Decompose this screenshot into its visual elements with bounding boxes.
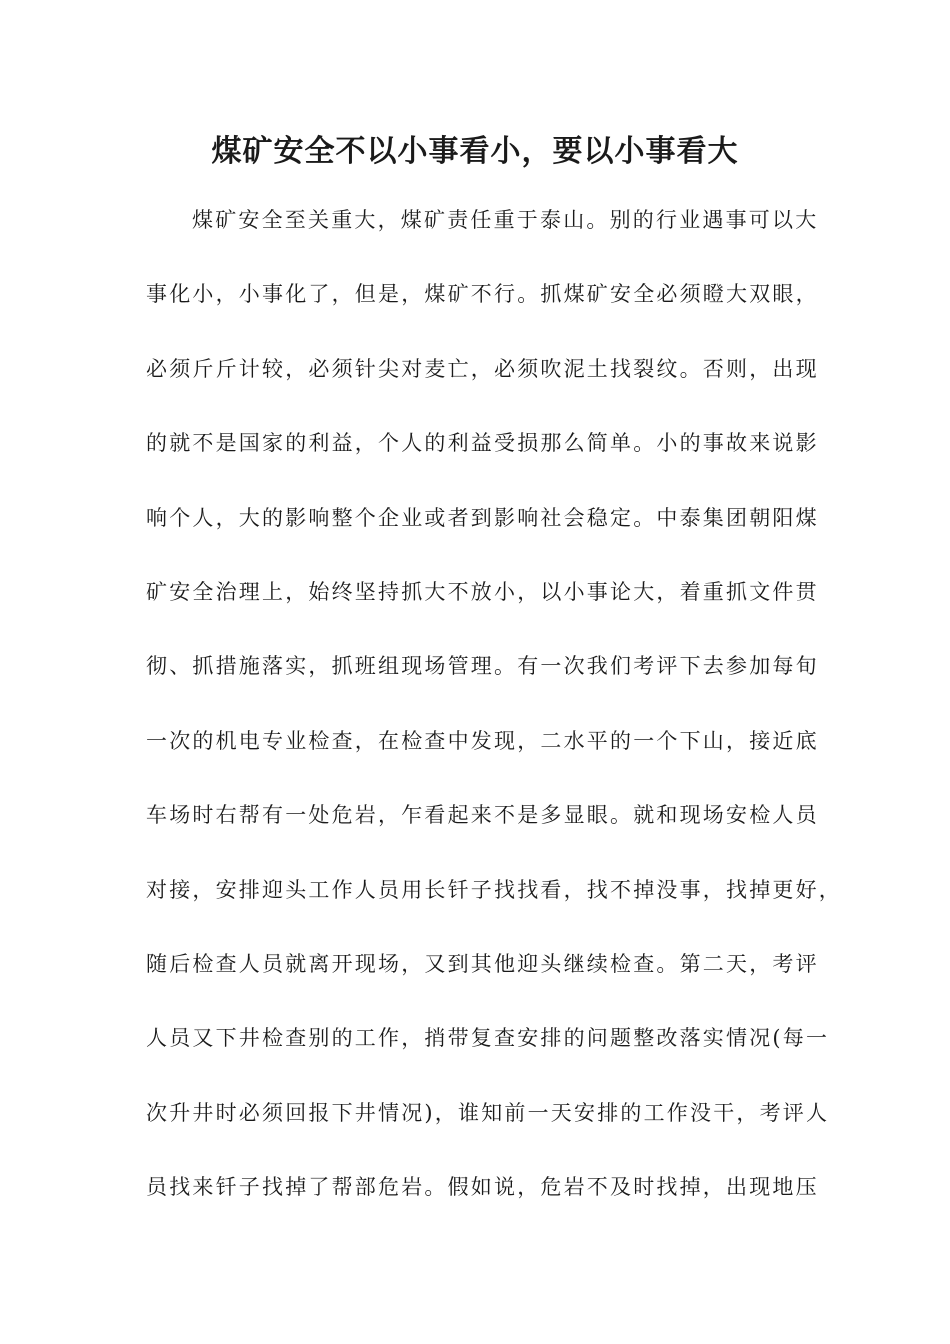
- body-line: 矿安全治理上，始终坚持抓大不放小，以小事论大，着重抓文件贯: [146, 579, 819, 604]
- body-line: 必须斤斤计较，必须针尖对麦亡，必须吹泥土找裂纹。否则，出现: [146, 356, 819, 381]
- body-line: 事化小，小事化了，但是，煤矿不行。抓煤矿安全必须瞪大双眼，: [146, 282, 819, 307]
- body-line: 车场时右帮有一处危岩，乍看起来不是多显眼。就和现场安检人员: [146, 803, 819, 828]
- body-line: 员找来钎子找掉了帮部危岩。假如说，危岩不及时找掉，出现地压: [146, 1175, 819, 1200]
- body-line: 对接，安排迎头工作人员用长钎子找找看，找不掉没事，找掉更好，: [146, 877, 842, 902]
- body-line: 人员又下井检查别的工作，捎带复查安排的问题整改落实情况(每一: [146, 1026, 830, 1051]
- body-line: 随后检查人员就离开现场，又到其他迎头继续检查。第二天，考评: [146, 951, 819, 976]
- body-line: 的就不是国家的利益，个人的利益受损那么简单。小的事故来说影: [146, 431, 819, 456]
- body-line: 一次的机电专业检查，在检查中发现，二水平的一个下山，接近底: [146, 728, 819, 753]
- body-line: 次升井时必须回报下井情况)，谁知前一天安排的工作没干，考评人: [146, 1100, 830, 1125]
- body-line: 彻、抓措施落实，抓班组现场管理。有一次我们考评下去参加每旬: [146, 654, 819, 679]
- document-title: 煤矿安全不以小事看小，要以小事看大: [211, 134, 739, 169]
- document-body: [146, 200, 842, 1241]
- body-line: 煤矿安全至关重大，煤矿责任重于泰山。别的行业遇事可以大: [192, 208, 819, 232]
- body-line: 响个人，大的影响整个企业或者到影响社会稳定。中泰集团朝阳煤: [146, 505, 819, 530]
